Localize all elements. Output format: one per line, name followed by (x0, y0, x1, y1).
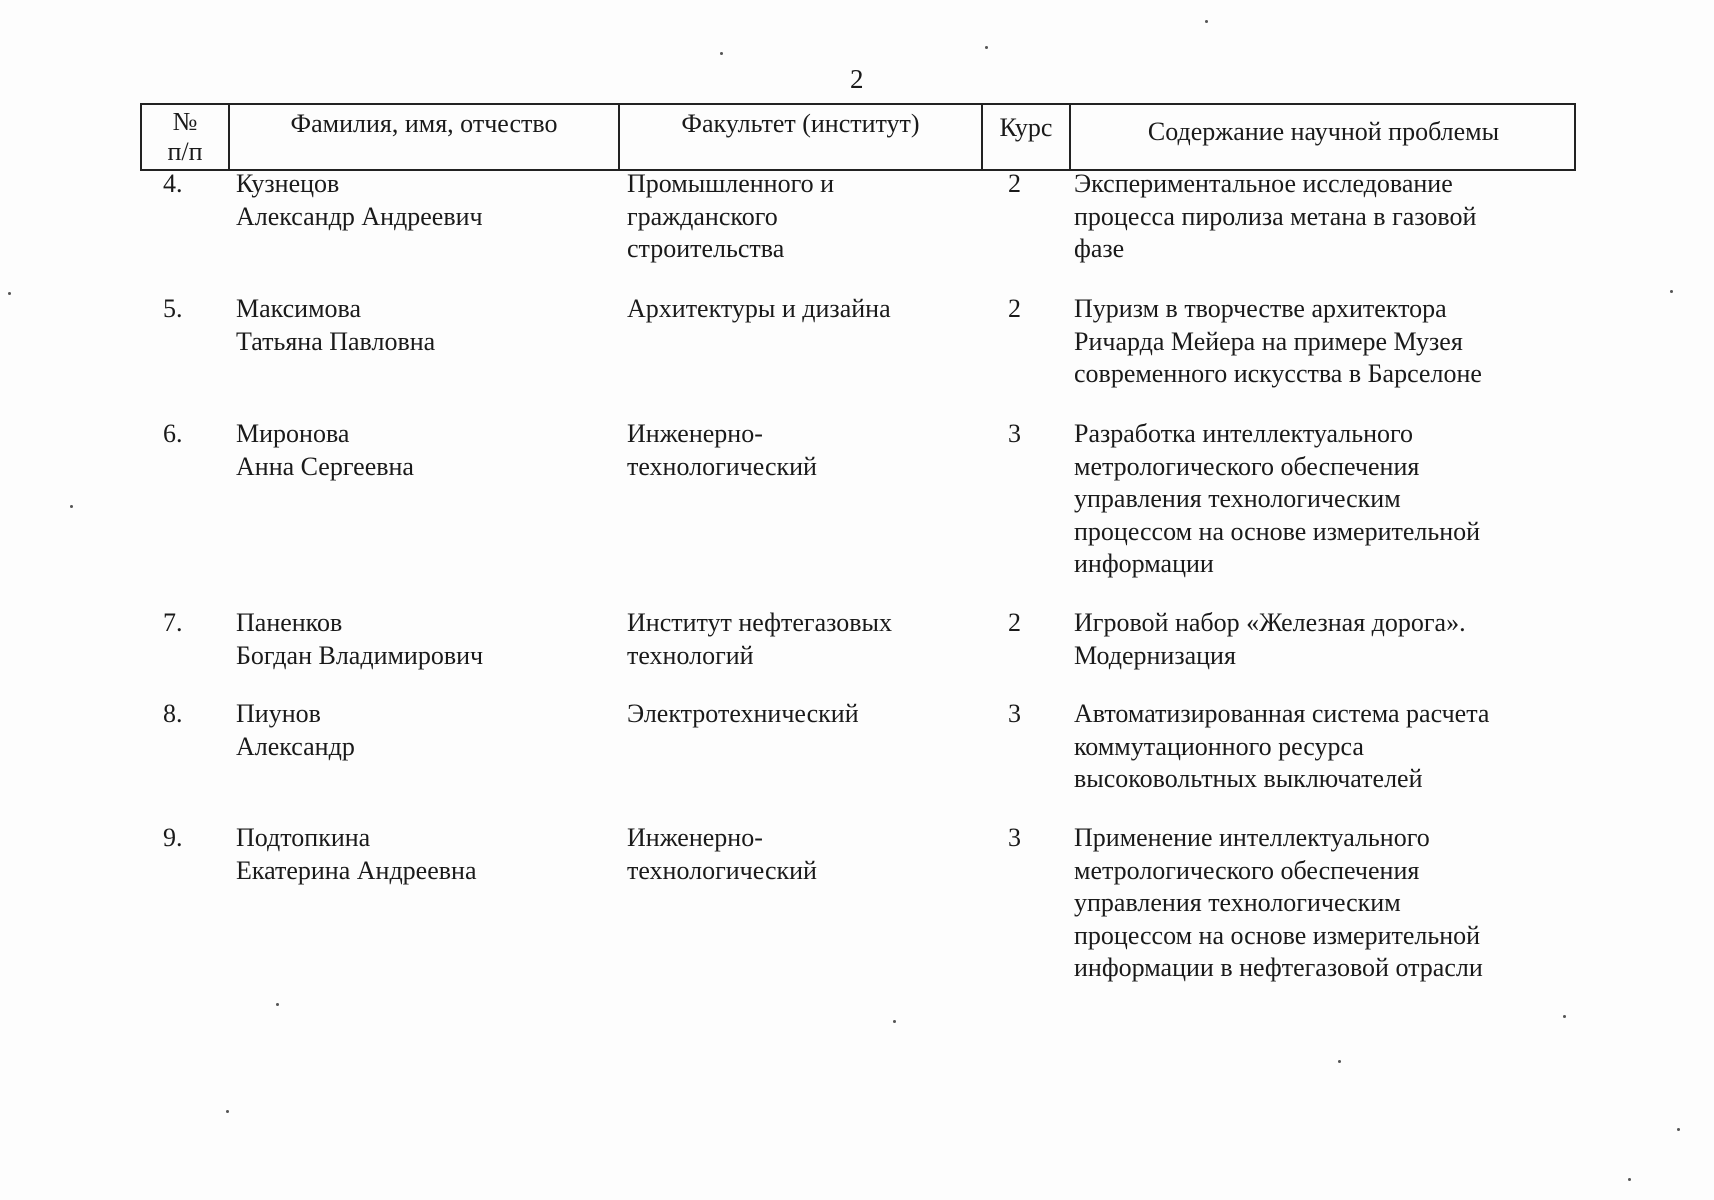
scan-speck (70, 505, 73, 508)
topic-line: Игровой набор «Железная дорога». (1074, 608, 1466, 637)
topic-line: процессом на основе измерительной (1074, 920, 1481, 950)
topic-line: информации в нефтегазовой отрасли (1074, 953, 1483, 982)
faculty-line: Инженерно- (627, 419, 763, 448)
topic-line: Экспериментальное исследование (1074, 169, 1453, 198)
faculty-line: гражданского (627, 201, 778, 231)
topic-line: метрологического обеспечения (1074, 451, 1420, 481)
scan-speck (1628, 1178, 1631, 1181)
header-topic: Содержание научной проблемы (1069, 105, 1576, 169)
row-course: 2 (1008, 608, 1021, 637)
header-course: Курс (981, 105, 1069, 169)
topic-line: процессом на основе измерительной (1074, 516, 1481, 546)
faculty-line: технологический (627, 855, 817, 885)
topic-line: Разработка интеллектуального (1074, 419, 1414, 448)
row-topic (1074, 698, 1489, 796)
row-num: 6. (163, 419, 183, 448)
row-course: 3 (1008, 823, 1021, 852)
topic-line: процесса пиролиза метана в газовой (1074, 201, 1477, 231)
scan-speck (1677, 1128, 1680, 1131)
header-faculty: Факультет (институт) (618, 105, 981, 169)
row-topic (1074, 168, 1476, 266)
topic-line: управления технологическим (1074, 484, 1401, 513)
scan-speck (893, 1020, 896, 1023)
name-line: Екатерина Андреевна (236, 855, 477, 885)
row-faculty (627, 168, 834, 266)
scan-speck (720, 52, 723, 55)
topic-line: Модернизация (1074, 640, 1236, 670)
row-topic (1074, 607, 1466, 672)
row-course: 2 (1008, 169, 1021, 198)
row-num: 9. (163, 823, 183, 852)
faculty-line: Архитектуры и дизайна (627, 294, 891, 323)
row-topic (1074, 293, 1482, 391)
name-line: Кузнецов (236, 169, 340, 198)
scan-speck (1338, 1060, 1341, 1063)
row-num: 4. (163, 169, 183, 198)
faculty-line: Инженерно- (627, 823, 763, 852)
topic-line: фазе (1074, 234, 1125, 263)
row-course: 3 (1008, 419, 1021, 448)
row-name (236, 822, 477, 887)
row-faculty (627, 418, 817, 483)
header-num (142, 105, 228, 169)
row-name (236, 418, 414, 483)
header-num-label: № п/п (167, 107, 203, 166)
name-line: Александр Андреевич (236, 201, 483, 231)
row-name (236, 607, 483, 672)
name-line: Максимова (236, 294, 362, 323)
row-name (236, 293, 435, 358)
topic-line: информации (1074, 549, 1214, 578)
scan-speck (8, 292, 11, 295)
header-name: Фамилия, имя, отчество (228, 105, 618, 169)
faculty-line: технологический (627, 451, 817, 481)
name-line: Татьяна Павловна (236, 326, 436, 356)
row-num: 5. (163, 294, 183, 323)
scan-speck (1563, 1015, 1566, 1018)
faculty-line: Институт нефтегазовых (627, 608, 892, 637)
name-line: Анна Сергеевна (236, 451, 414, 481)
topic-line: современного искусства в Барселоне (1074, 359, 1482, 388)
name-line: Богдан Владимирович (236, 640, 484, 670)
row-faculty (627, 293, 891, 326)
name-line: Пиунов (236, 699, 321, 728)
topic-line: метрологического обеспечения (1074, 855, 1420, 885)
topic-line: управления технологическим (1074, 888, 1401, 917)
row-topic (1074, 418, 1480, 581)
row-name (236, 168, 483, 233)
topic-line: коммутационного ресурса (1074, 731, 1364, 761)
topic-line: Применение интеллектуального (1074, 823, 1430, 852)
page-number: 2 (850, 64, 864, 94)
faculty-line: Электротехнический (627, 699, 859, 728)
name-line: Подтопкина (236, 823, 371, 852)
row-faculty (627, 607, 892, 672)
topic-line: Ричарда Мейера на примере Музея (1074, 326, 1463, 356)
name-line: Александр (236, 731, 355, 761)
scan-speck (985, 46, 988, 49)
row-faculty (627, 822, 817, 887)
table-header (140, 103, 1576, 171)
row-faculty (627, 698, 859, 731)
topic-line: Автоматизированная система расчета (1074, 699, 1490, 728)
faculty-line: Промышленного и (627, 169, 834, 198)
row-course: 2 (1008, 294, 1021, 323)
row-num: 7. (163, 608, 183, 637)
topic-line: Пуризм в творчестве архитектора (1074, 294, 1447, 323)
row-course: 3 (1008, 699, 1021, 728)
faculty-line: технологий (627, 640, 754, 670)
row-num: 8. (163, 699, 183, 728)
scan-speck (1205, 20, 1208, 23)
row-topic (1074, 822, 1483, 985)
faculty-line: строительства (627, 234, 785, 263)
name-line: Миронова (236, 419, 350, 448)
topic-line: высоковольтных выключателей (1074, 764, 1423, 793)
name-line: Паненков (236, 608, 343, 637)
scan-speck (276, 1003, 279, 1006)
scan-speck (1670, 290, 1673, 293)
scan-speck (226, 1110, 229, 1113)
row-name (236, 698, 355, 763)
